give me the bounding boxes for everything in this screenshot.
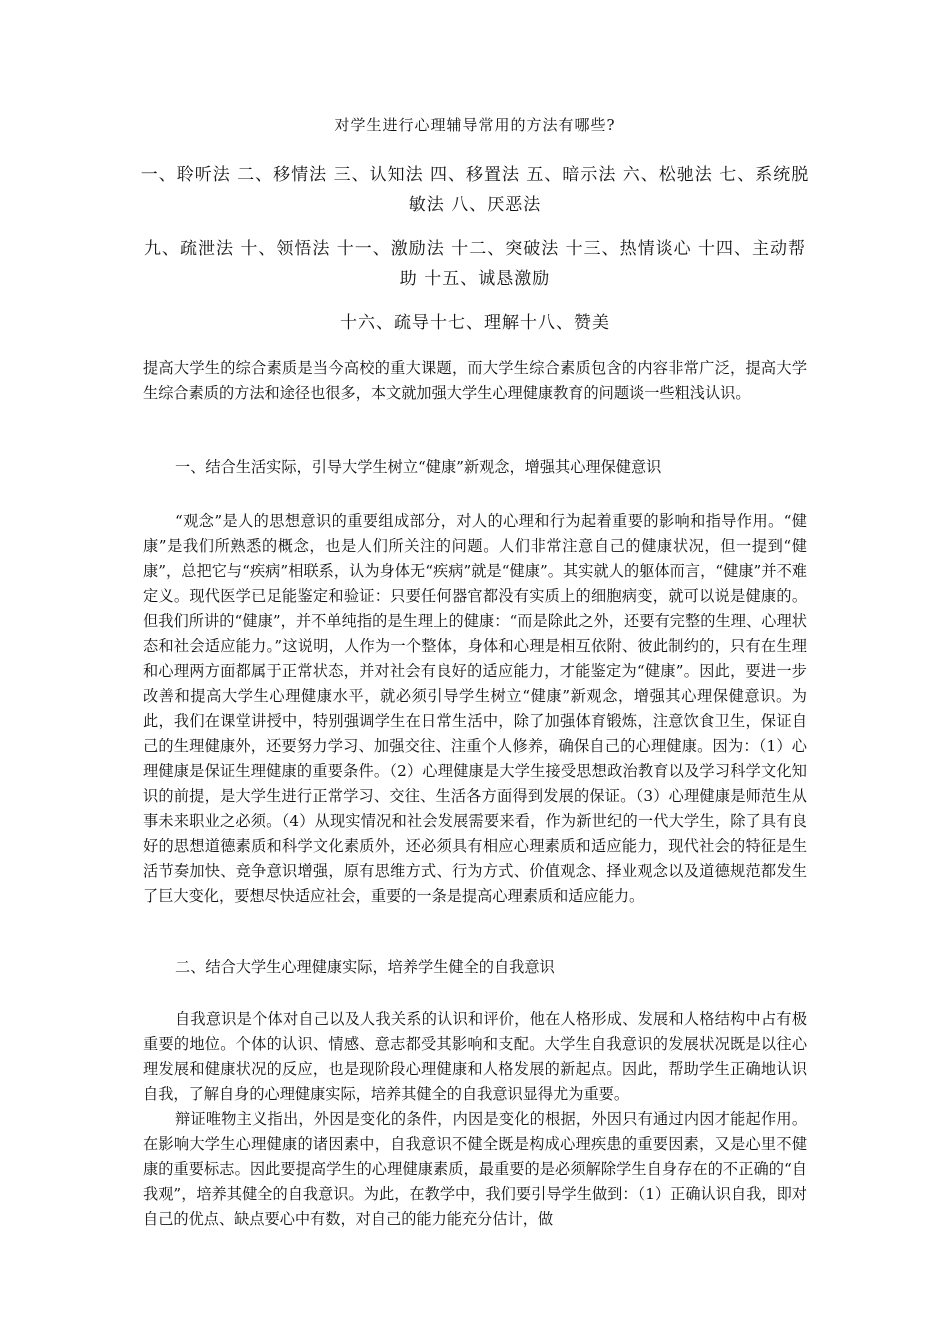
section-1-heading: 一、结合生活实际，引导大学生树立“健康”新观念，增强其心理保健意识: [175, 458, 662, 476]
document-title: 对学生进行心理辅导常用的方法有哪些?: [334, 116, 616, 134]
section-2-paragraph-1: 自我意识是个体对自己以及人我关系的认识和评价，他在人格形成、发展和人格结构中占有极重要的地位。个体的认识、情感、意志都受其影响和支配。大学生自我意识的发展状况既是以往心理发展和健康状况的反应，也是现阶段心理健康和人格发展的新起点。因此，帮助学生正确地认识自我，了解自身的心理健康实际，培养其健全的自我意识显得尤为重要。: [143, 1010, 807, 1103]
methods-line-3: 十六、疏导十七、理解十八、赞美: [340, 313, 610, 333]
methods-line-1: 一、聆听法 二、移情法 三、认知法 四、移置法 五、暗示法 六、松驰法 七、系统脱敏法 八、厌恶法: [140, 165, 810, 215]
intro-paragraph: 提高大学生的综合素质是当今高校的重大课题，而大学生综合素质包含的内容非常广泛，提高大学生综合素质的方法和途径也很多，本文就加强大学生心理健康教育的问题谈一些粗浅认识。: [143, 359, 807, 402]
section-1-paragraph: “观念”是人的思想意识的重要组成部分，对人的心理和行为起着重要的影响和指导作用。“健康”是我们所熟悉的概念，也是人们所关注的问题。人们非常注意自己的健康状况，但一提到“健康”，总把它与“疾病”相联系，认为身体无“疾病”就是“健康”。其实就人的躯体而言，“健康”并不难定义。现代医学已足能鉴定和验证：只要任何器官都没有实质上的细胞病变，就可以说是健康的。但我们所讲的“健康”，并不单纯指的是生理上的健康：“而是除此之外，还要有完整的生理、心理状态和社会适应能力。”这说明，人作为一个整体，身体和心理是相互依附、彼此制约的，只有在生理和心理两方面都属于正常状态，并对社会有良好的适应能力，才能鉴定为“健康”。因此，要进一步改善和提高大学生心理健康水平，就必须引导学生树立“健康”新观念，增强其心理保健意识。为此，我们在课堂讲授中，特别强调学生在日常生活中，除了加强体育锻炼，注意饮食卫生，保证自己的生理健康外，还要努力学习、加强交往、注重个人修养，确保自己的心理健康。因为：（1）心理健康是保证生理健康的重要条件。（2）心理健康是大学生接受思想政治教育以及学习科学文化知识的前提，是大学生进行正常学习、交往、生活各方面得到发展的保证。（3）心理健康是师范生从事未来职业之必须。（4）从现实情况和社会发展需要来看，作为新世纪的一代大学生，除了具有良好的思想道德素质和科学文化素质外，还必须具有相应心理素质和适应能力，现代社会的特征是生活节奏加快、竞争意识增强，原有思维方式、行为方式、价值观念、择业观念以及道德规范都发生了巨大变化，要想尽快适应社会，重要的一条是提高心理素质和适应能力。: [143, 512, 807, 905]
section-2-paragraph-2: 辩证唯物主义指出，外因是变化的条件，内因是变化的根据，外因只有通过内因才能起作用。在影响大学生心理健康的诸因素中，自我意识不健全既是构成心理疾患的重要因素，又是心里不健康的重要标志。因此要提高学生的心理健康素质，最重要的是必须解除学生自身存在的不正确的“自我观”，培养其健全的自我意识。为此，在教学中，我们要引导学生做到：（1）正确认识自我，即对自己的优点、缺点要心中有数，对自己的能力能充分估计，做: [143, 1110, 807, 1228]
methods-line-2: 九、疏泄法 十、领悟法 十一、激励法 十二、突破法 十三、热情谈心 十四、主动帮助 十五、诚恳激励: [143, 239, 807, 289]
section-2-heading: 二、结合大学生心理健康实际，培养学生健全的自我意识: [175, 958, 555, 976]
